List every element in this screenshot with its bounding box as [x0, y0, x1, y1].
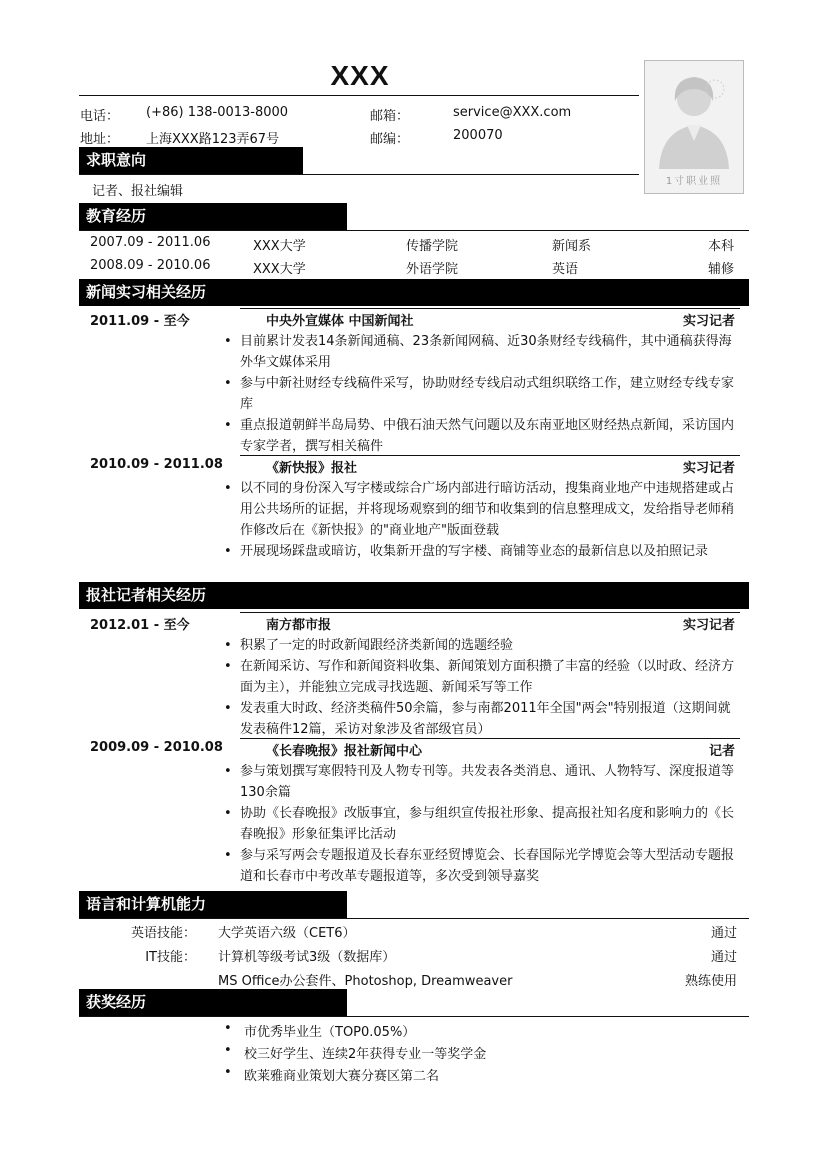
skill-level: 通过 — [710, 950, 737, 965]
header-rule — [79, 95, 639, 96]
bullet-dot-icon: • — [224, 544, 232, 559]
bullet-dot-icon: • — [224, 659, 232, 674]
bullet-item — [224, 803, 740, 845]
bullet-item — [224, 698, 740, 740]
address-label: 地址： — [80, 132, 120, 147]
job-org: 南方都市报 — [266, 618, 332, 633]
section-education: 教育经历 — [79, 203, 347, 230]
edu-college: 外语学院 — [406, 262, 459, 277]
job-rule — [240, 455, 740, 456]
bullet-item — [224, 761, 740, 803]
person-silhouette-icon — [645, 61, 743, 173]
bullet-item — [224, 635, 740, 656]
email-value: service@XXX.com — [453, 105, 572, 120]
job-org: 中央外宣媒体 中国新闻社 — [266, 314, 414, 329]
award-bullet-icon: • — [224, 1021, 232, 1036]
bullet-item — [224, 541, 740, 562]
bullet-dot-icon: • — [224, 806, 232, 821]
objective-text: 记者、报社编辑 — [92, 184, 184, 199]
awards-rule — [79, 1016, 749, 1017]
section-skills: 语言和计算机能力 — [79, 891, 347, 918]
bullet-item — [224, 331, 740, 373]
bullet-dot-icon: • — [224, 764, 232, 779]
job-dates: 2010.09 - 2011.08 — [90, 457, 223, 472]
bullet-text: 重点报道朝鲜半岛局势、中俄石油天然气问题以及东南亚地区财经热点新闻，采访国内专家学者，撰写相关稿件 — [240, 418, 735, 454]
edu-dept: 英语 — [552, 262, 579, 277]
edu-dates: 2007.09 - 2011.06 — [90, 235, 211, 250]
skill-level: 通过 — [710, 926, 737, 941]
award-item: 校三好学生、连续2年获得专业一等奖学金 — [244, 1047, 487, 1062]
bullet-dot-icon: • — [224, 848, 232, 863]
zip-label: 邮编： — [370, 132, 410, 147]
job-org: 《新快报》报社 — [266, 461, 358, 476]
bullet-text: 以不同的身份深入写字楼或综合广场内部进行暗访活动，搜集商业地产中违规搭建或占用公共场所的证据，并将现场观察到的细节和收集到的信息整理成文，发给指导老师稍作修改后在《新快报》的"商业地产"版面登载 — [240, 481, 735, 538]
bullet-item — [224, 373, 740, 415]
phone-value: (+86) 138-0013-8000 — [146, 105, 289, 120]
bullet-dot-icon: • — [224, 418, 232, 433]
job-org: 《长春晚报》报社新闻中心 — [266, 744, 423, 759]
section-reporter: 报社记者相关经历 — [79, 582, 749, 609]
job-title: 实习记者 — [682, 461, 735, 476]
edu-degree: 辅修 — [708, 262, 735, 277]
edu-dept: 新闻系 — [552, 239, 592, 254]
bullet-item — [224, 478, 740, 541]
candidate-name: XXX — [330, 60, 390, 91]
award-item: 市优秀毕业生（TOP0.05%） — [244, 1025, 416, 1040]
phone-label: 电话： — [80, 109, 120, 124]
objective-rule — [79, 174, 639, 175]
bullet-item — [224, 656, 740, 698]
job-title: 实习记者 — [682, 618, 735, 633]
bullet-dot-icon: • — [224, 701, 232, 716]
edu-school: XXX大学 — [253, 239, 306, 254]
section-objective: 求职意向 — [79, 147, 303, 174]
bullet-dot-icon: • — [224, 638, 232, 653]
photo-caption: 1寸职业照 — [665, 176, 723, 187]
job-title: 实习记者 — [682, 314, 735, 329]
bullet-item — [224, 415, 740, 457]
job-title: 记者 — [708, 744, 735, 759]
bullet-dot-icon: • — [224, 481, 232, 496]
bullet-dot-icon: • — [224, 334, 232, 349]
edu-dates: 2008.09 - 2010.06 — [90, 258, 211, 273]
skills-rule — [79, 918, 749, 919]
skill-item: MS Office办公套件、Photoshop, Dreamweaver — [218, 974, 513, 989]
bullet-text: 参与中新社财经专线稿件采写，协助财经专线启动式组织联络工作，建立财经专线专家库 — [240, 376, 735, 412]
job-dates: 2012.01 - 至今 — [90, 618, 190, 633]
bullet-text: 协助《长春晚报》改版事宜，参与组织宣传报社形象、提高报社知名度和影响力的《长春晚报》形象征集评比活动 — [240, 806, 735, 842]
edu-school: XXX大学 — [253, 262, 306, 277]
bullet-text: 参与采写两会专题报道及长春东亚经贸博览会、长春国际光学博览会等大型活动专题报道和长春市中考改革专题报道等，多次受到领导嘉奖 — [240, 848, 735, 884]
skill-item: 大学英语六级（CET6） — [218, 926, 356, 941]
edu-degree: 本科 — [708, 239, 735, 254]
bullet-text: 开展现场踩盘或暗访，收集新开盘的写字楼、商铺等业态的最新信息以及拍照记录 — [240, 544, 709, 559]
job-rule — [240, 612, 740, 613]
edu-college: 传播学院 — [406, 239, 459, 254]
section-news-intern: 新闻实习相关经历 — [79, 279, 749, 306]
job-dates: 2009.09 - 2010.08 — [90, 740, 223, 755]
bullet-text: 参与策划撰写寒假特刊及人物专刊等。共发表各类消息、通讯、人物特写、深度报道等130余篇 — [240, 764, 735, 800]
education-rule — [79, 230, 749, 231]
award-bullet-icon: • — [224, 1043, 232, 1058]
email-label: 邮箱： — [370, 109, 410, 124]
section-awards: 获奖经历 — [79, 989, 347, 1016]
skill-label: IT技能： — [145, 950, 196, 965]
skill-item: 计算机等级考试3级（数据库） — [218, 950, 396, 965]
skill-label: 英语技能： — [130, 926, 196, 941]
bullet-dot-icon: • — [224, 376, 232, 391]
award-item: 欧莱雅商业策划大赛分赛区第二名 — [244, 1069, 440, 1084]
bullet-item — [224, 845, 740, 887]
job-dates: 2011.09 - 至今 — [90, 314, 190, 329]
job-rule — [240, 738, 740, 739]
zip-value: 200070 — [453, 128, 503, 143]
award-bullet-icon: • — [224, 1065, 232, 1080]
skill-level: 熟练使用 — [684, 974, 737, 989]
job-rule — [240, 308, 740, 309]
bullet-text: 发表重大时政、经济类稿件50余篇，参与南都2011年全国"两会"特别报道（这期间就发表稿件12篇，采访对象涉及省部级官员） — [240, 701, 731, 737]
bullet-text: 在新闻采访、写作和新闻资料收集、新闻策划方面积攒了丰富的经验（以时政、经济方面为主），并能独立完成寻找选题、新闻采写等工作 — [240, 659, 735, 695]
address-value: 上海XXX路123弄67号 — [146, 132, 280, 147]
photo-placeholder — [644, 60, 744, 194]
bullet-text: 目前累计发表14条新闻通稿、23条新闻网稿、近30条财经专线稿件，其中通稿获得海外华文媒体采用 — [240, 334, 732, 370]
bullet-text: 积累了一定的时政新闻跟经济类新闻的选题经验 — [240, 638, 514, 653]
